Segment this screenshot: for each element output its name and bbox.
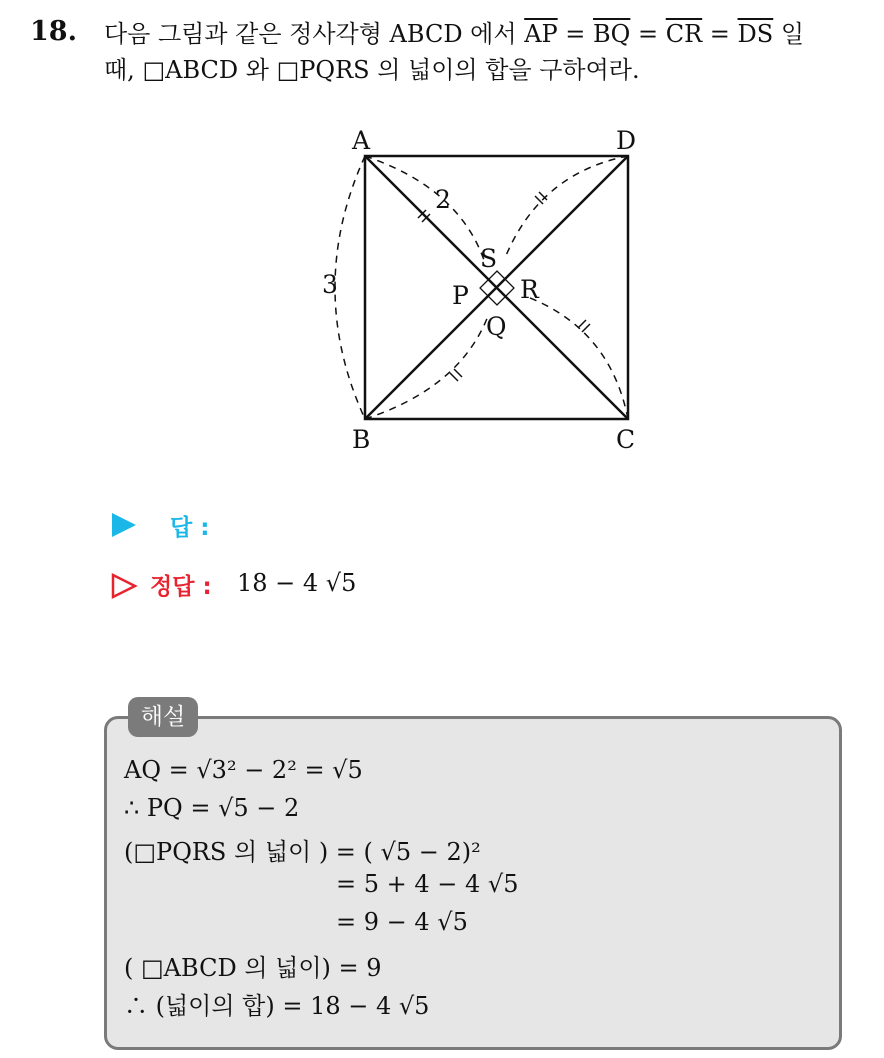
answer-arrow-icon [112, 513, 136, 537]
equals-3: = [702, 20, 738, 48]
explanation-line-6: ( □ABCD 의 넓이) = 9 [124, 954, 382, 982]
explanation-line-3: (□PQRS 의 넓이 ) = ( √5 − 2)² [124, 838, 481, 866]
question-line1-suffix: 일 [773, 20, 805, 48]
segment-ds: $\overline{DS}$ [737, 20, 774, 48]
arc-segment-ds [505, 156, 628, 258]
arc-side-length [335, 156, 365, 419]
solution-arrow-icon [110, 572, 138, 600]
question-line1-prefix: 다음 그림과 같은 정사각형 ABCD 에서 [104, 20, 525, 48]
tick-cr-2 [582, 324, 590, 332]
explanation-line-4: = 5 + 4 − 4 √5 [336, 870, 519, 898]
equals-1: = [557, 20, 594, 48]
arc-segment-cr [525, 296, 628, 419]
explanation-line-5: = 9 − 4 √5 [336, 908, 468, 936]
solution-value: 18 − 4 √5 [237, 569, 357, 597]
label-r: R [520, 275, 539, 304]
tick-bq-2 [454, 369, 462, 377]
square-figure [310, 118, 650, 463]
label-p: P [452, 281, 469, 310]
label-side-length: 3 [322, 270, 338, 299]
label-s: S [480, 244, 498, 273]
explanation-line-7: ∴ (넓이의 합) = 18 − 4 √5 [124, 992, 430, 1020]
question-text [104, 16, 874, 88]
question-line2: 때, □ABCD 와 □PQRS 의 넓이의 합을 구하여라. [104, 56, 640, 84]
equals-2: = [630, 20, 666, 48]
label-a: A [352, 126, 371, 155]
label-c: C [616, 425, 636, 454]
segment-cr: $\overline{CR}$ [665, 20, 703, 48]
label-q: Q [486, 312, 507, 341]
arc-segment-ap [365, 156, 485, 263]
label-d: D [616, 126, 637, 155]
solution-label: 정답 : [150, 574, 212, 600]
arc-segment-bq [365, 316, 488, 419]
segment-ap: $\overline{AP}$ [524, 20, 558, 48]
question-number: 18. [30, 16, 77, 47]
tick-cr-1 [578, 320, 586, 328]
label-segment-length: 2 [435, 185, 451, 214]
answer-label: 답 : [170, 515, 210, 541]
explanation-line-1: AQ = √3² − 2² = √5 [124, 756, 363, 784]
tick-ds-1 [535, 196, 543, 204]
explanation-line-2: ∴ PQ = √5 − 2 [124, 794, 300, 822]
tick-bq-1 [450, 373, 458, 381]
segment-bq: $\overline{BQ}$ [593, 20, 631, 48]
label-b: B [352, 425, 371, 454]
explanation-tab: 해설 [128, 697, 198, 737]
